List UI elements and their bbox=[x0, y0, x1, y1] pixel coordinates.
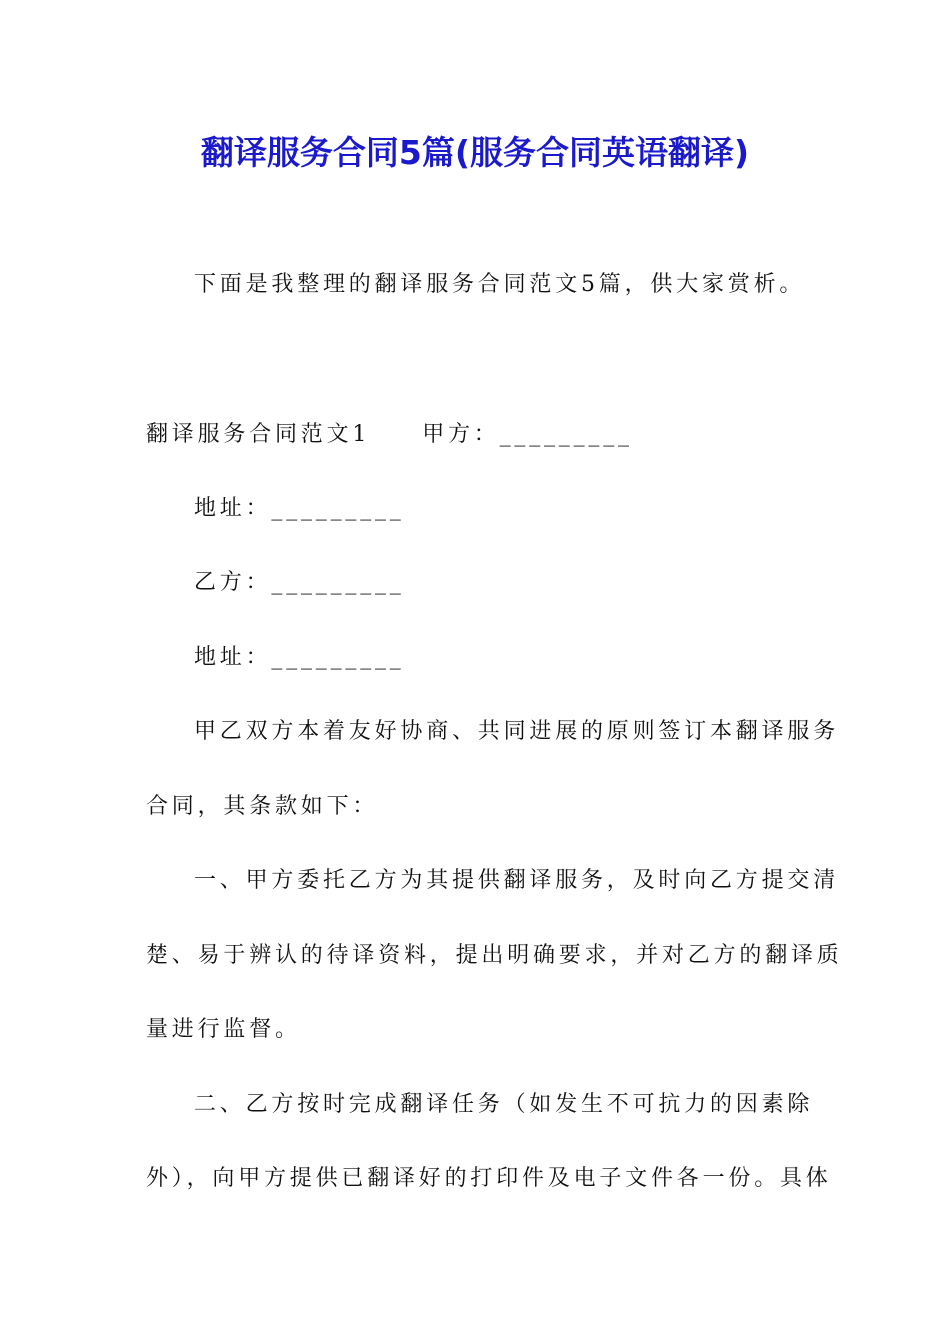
clause-line: 一、甲方委托乙方为其提供翻译服务，及时向乙方提交清 bbox=[194, 868, 840, 893]
clause-line: 楚、易于辨认的待译资料，提出明确要求，并对乙方的翻译质 bbox=[146, 943, 843, 968]
clause-line: 外），向甲方提供已翻译好的打印件及电子文件各一份。具体 bbox=[146, 1166, 832, 1191]
section-heading: 翻译服务合同范文1 bbox=[146, 422, 371, 447]
intro-text: 下面是我整理的翻译服务合同范文5篇，供大家赏析。 bbox=[194, 272, 806, 297]
party-b-line: 乙方：_________ bbox=[194, 570, 405, 595]
clause-line: 量进行监督。 bbox=[146, 1017, 301, 1042]
address-a-line: 地址：_________ bbox=[194, 496, 405, 521]
paragraph-line: 合同，其条款如下： bbox=[146, 794, 379, 819]
paragraph-line: 甲乙双方本着友好协商、共同进展的原则签订本翻译服务 bbox=[194, 719, 840, 744]
section-heading-row bbox=[146, 418, 633, 452]
clause-line: 二、乙方按时完成翻译任务（如发生不可抗力的因素除 bbox=[194, 1092, 814, 1117]
address-b-line: 地址：_________ bbox=[194, 645, 405, 670]
party-a-line: 甲方：_________ bbox=[422, 422, 633, 447]
document-title: 翻译服务合同5篇(服务合同英语翻译) bbox=[200, 133, 750, 172]
